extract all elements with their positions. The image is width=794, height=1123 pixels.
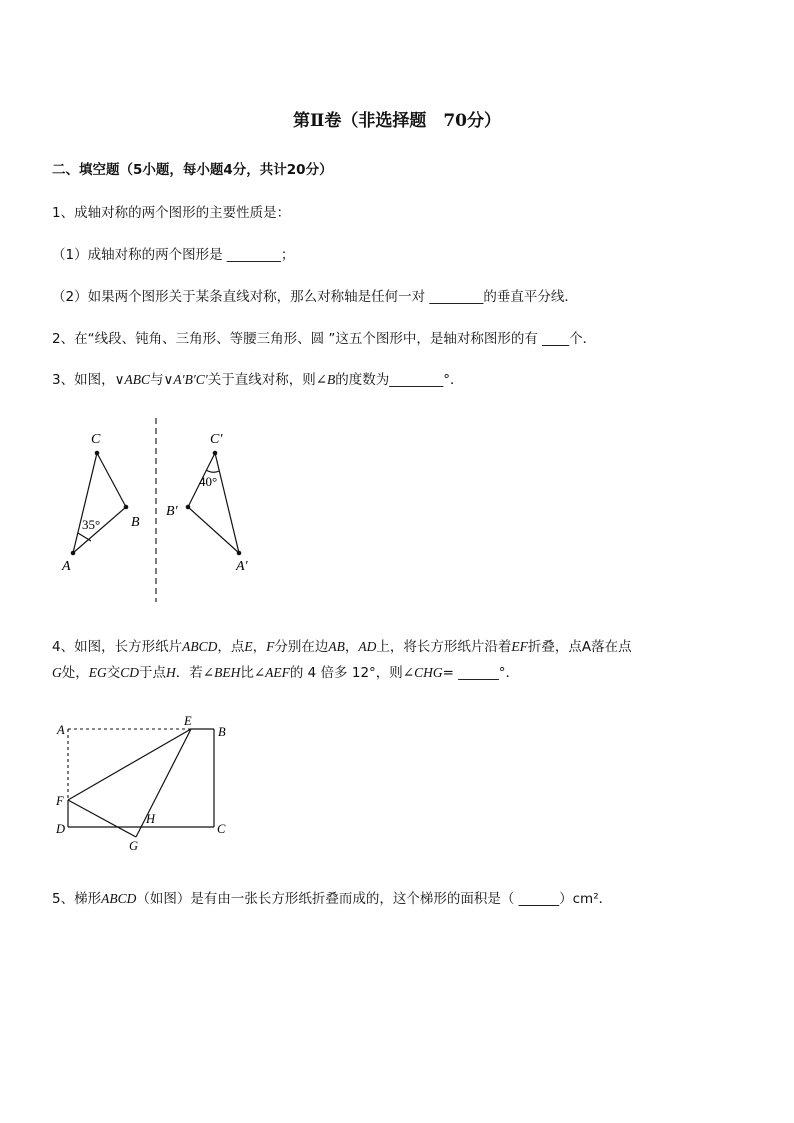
q4-text: 交 — [106, 665, 121, 681]
q3-suffix: 的度数为________°． — [335, 372, 464, 388]
q4-label-e: E — [184, 714, 192, 728]
q4-g: G — [52, 665, 62, 680]
q5-text: 5、梯形 — [52, 891, 102, 907]
question-1-sub-2: （2）如果两个图形关于某条直线对称，那么对称轴是任何一对 ________的垂直平分线． — [52, 289, 578, 305]
q5-text: （如图）是有由一张长方形纸折叠而成的，这个梯形的面积是（ ______）cm²． — [136, 891, 613, 907]
q4-text: 4、如图，长方形纸片 — [52, 639, 183, 655]
q4-aef: ∠AEF — [253, 665, 290, 680]
q4-label-h: H — [146, 812, 156, 826]
q3-label-a: A — [62, 559, 71, 574]
q4-text: 于点 — [139, 665, 167, 681]
q3-angle-right-label: 40° — [199, 474, 218, 489]
q4-label-c: C — [217, 822, 226, 836]
q4-ab: AB — [328, 639, 345, 654]
q4-label-g: G — [129, 839, 139, 853]
q3-mid: 与 — [149, 372, 164, 388]
q4-text: ， — [344, 639, 359, 655]
question-5 — [52, 887, 612, 907]
q3-prefix: 3、如图， — [52, 372, 115, 388]
q3-triangle-1: ∨ABC — [114, 372, 150, 387]
q4-label-b: B — [218, 725, 226, 739]
question-1-stem: 1、成轴对称的两个图形的主要性质是： — [52, 205, 291, 221]
q4-chg: ∠CHG — [402, 665, 443, 680]
q3-angle: ∠B — [315, 372, 336, 387]
q4-text: 处， — [61, 665, 89, 681]
q4-label-a: A — [57, 723, 65, 737]
section-header: 二、填空题（5小题，每小题4分，共计20分） — [52, 162, 333, 178]
q4-h: H — [166, 665, 176, 680]
q4-cd: CD — [120, 665, 140, 680]
q3-angle-left-label: 35° — [82, 517, 101, 532]
q3-label-c2: C′ — [210, 432, 223, 447]
q3-triangle-2: ∨A′B′C′ — [163, 372, 208, 387]
q4-text: 折叠，点A落在点 — [527, 639, 632, 655]
q4-text: ，点 — [217, 639, 245, 655]
q4-text: 比 — [240, 665, 254, 681]
q4-text: 上，将长方形纸片沿着 — [376, 639, 512, 655]
q3-label-a2: A′ — [236, 559, 248, 574]
q4-eg: EG — [88, 665, 107, 680]
q4-label-d: D — [56, 822, 66, 836]
q4-seg-fg — [68, 800, 136, 837]
q3-label-b2: B′ — [166, 504, 178, 519]
q4-e: E — [244, 639, 253, 654]
q3-label-c: C — [91, 432, 101, 447]
q4-text: ， — [252, 639, 267, 655]
question-1-sub-1: （1）成轴对称的两个图形是 ________； — [52, 247, 295, 263]
q4-f: F — [266, 639, 275, 654]
q4-beh: ∠BEH — [202, 665, 241, 680]
q4-abcd: ABCD — [182, 639, 218, 654]
question-2: 2、在“线段、钝角、三角形、等腰三角形、圆 ”这五个图形中，是轴对称图形的有 ____个． — [52, 331, 597, 347]
q4-text: ．若 — [175, 665, 203, 681]
q4-ad: AD — [358, 639, 377, 654]
q5-abcd: ABCD — [101, 891, 137, 906]
q3-mid-2: 关于直线对称，则 — [207, 372, 316, 388]
q4-text: 分别在边 — [274, 639, 329, 655]
q4-ef: EF — [511, 639, 528, 654]
q4-label-f: F — [56, 794, 64, 808]
q4-text: = ______°． — [442, 665, 519, 681]
q3-label-b: B — [131, 515, 140, 530]
page-title: 第Ⅱ卷（非选择题 70分） — [293, 111, 501, 131]
q4-text: 的 4 倍多 12°，则 — [289, 665, 403, 681]
